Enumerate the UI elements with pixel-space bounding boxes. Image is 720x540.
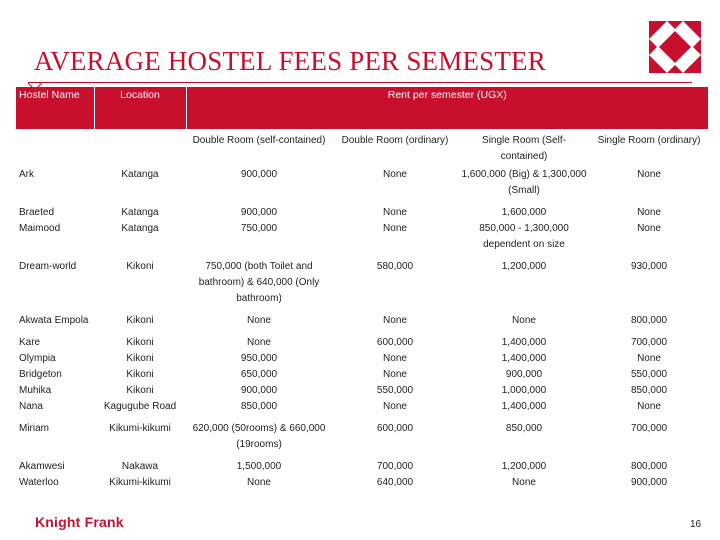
- table-header-row: [16, 87, 708, 129]
- cell-name: Akamwesi Waterloo: [19, 461, 65, 488]
- cell-double-ordinary: 700,000 640,000: [376, 461, 414, 488]
- cell-location: Kikoni: [126, 261, 154, 272]
- cell-single-ordinary: 930,000: [630, 261, 668, 272]
- brand-logo: Knight Frank: [35, 514, 124, 530]
- cell-single-ordinary: 800,000 900,000: [630, 461, 668, 488]
- header-hostel-name: Hostel Name: [16, 87, 94, 129]
- cell-double-self: 620,000 (50rooms) & 660,000 (19rooms): [192, 423, 326, 450]
- cell-double-self: 900,000 750,000: [240, 207, 278, 234]
- cell-double-ordinary: None: [383, 315, 407, 326]
- cell-location: Katanga Katanga: [121, 207, 159, 234]
- cell-single-self: 850,000: [505, 423, 543, 434]
- title-divider: [28, 82, 692, 83]
- cell-name: Dream-world: [19, 261, 77, 272]
- cell-single-ordinary: None: [637, 169, 661, 180]
- subheader-single-self: Single Room (Self-contained): [482, 135, 566, 162]
- cell-single-self: 1,400,000 1,400,000 900,000 1,000,000 1,400,000: [501, 337, 547, 412]
- cell-double-ordinary: 600,000: [376, 423, 414, 434]
- cell-name: Miriam: [19, 423, 49, 434]
- cell-double-ordinary: 600,000 None None 550,000 None: [376, 337, 414, 412]
- cell-single-ordinary: 800,000: [630, 315, 668, 326]
- cell-double-self: None 950,000 650,000 900,000 850,000: [240, 337, 278, 412]
- cell-name: Braeted Maimood: [19, 207, 61, 234]
- header-rent: Rent per semester (UGX): [186, 87, 708, 129]
- cell-double-self: 750,000 (both Toilet and bathroom) & 640,000 (Only bathroom): [198, 261, 320, 304]
- cell-location: Katanga: [121, 169, 159, 180]
- table-row: [16, 311, 708, 333]
- cell-location: Kikumi-kikumi: [109, 423, 171, 434]
- cell-location: Kikoni Kikoni Kikoni Kikoni Kagugube Road: [103, 337, 177, 412]
- cell-double-self: 1,500,000 None: [236, 461, 282, 488]
- cell-double-ordinary: None None: [383, 207, 407, 234]
- cell-single-ordinary: 700,000: [630, 423, 668, 434]
- cell-single-self: 1,600,000 850,000 - 1,300,000 dependent on size: [479, 207, 569, 250]
- cell-single-ordinary: 700,000 None 550,000 850,000 None: [630, 337, 668, 412]
- subheader-single-ordinary: Single Room (ordinary): [597, 135, 701, 146]
- slide-title: AVERAGE HOSTEL FEES PER SEMESTER: [34, 46, 546, 76]
- cell-location: Kikoni: [126, 315, 154, 326]
- subheader-double-ordinary: Double Room (ordinary): [341, 135, 449, 146]
- cell-single-self: None: [512, 315, 536, 326]
- cell-single-self: 1,200,000: [501, 261, 547, 272]
- table-row: [16, 165, 708, 203]
- subheader-double-self: Double Room (self-contained): [192, 135, 326, 146]
- cell-name: Ark: [19, 169, 34, 180]
- cell-single-ordinary: None None: [637, 207, 661, 234]
- table-row: [16, 457, 708, 495]
- hostel-fees-table: [16, 87, 708, 495]
- cell-double-self: None: [247, 315, 271, 326]
- table-subheader-row: [16, 129, 708, 165]
- cell-double-self: 900,000: [240, 169, 278, 180]
- knight-frank-logo-mark-icon: [645, 17, 705, 77]
- header-location: Location: [94, 87, 186, 129]
- cell-single-self: 1,600,000 (Big) & 1,300,000 (Small): [461, 169, 587, 196]
- table-row: [16, 333, 708, 419]
- table-row: [16, 419, 708, 457]
- cell-double-ordinary: None: [383, 169, 407, 180]
- cell-single-self: 1,200,000 None: [501, 461, 547, 488]
- table-row: [16, 203, 708, 257]
- cell-double-ordinary: 580,000: [376, 261, 414, 272]
- cell-name: Akwata Empola: [19, 315, 89, 326]
- page-number: 16: [690, 519, 702, 530]
- table-row: [16, 257, 708, 311]
- cell-name: Kare Olympia Bridgeton Muhika Nana: [19, 337, 62, 412]
- cell-location: Nakawa Kikumi-kikumi: [109, 461, 171, 488]
